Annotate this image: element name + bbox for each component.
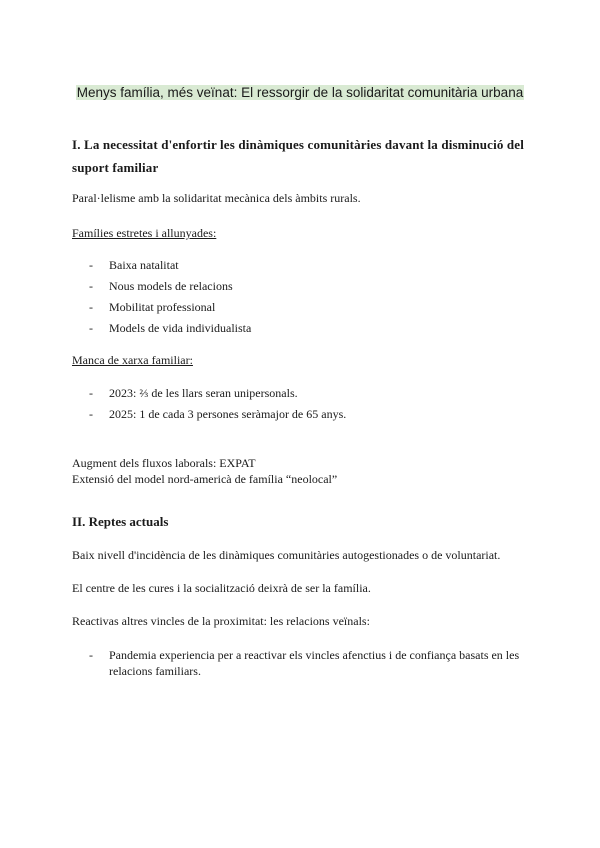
section2-paragraph-2: El centre de les cures i la socialització deixrà de ser la família. <box>72 581 371 595</box>
list-item: - Mobilitat professional <box>72 299 532 320</box>
list-item: - Nous models de relacions <box>72 278 532 299</box>
expat-line: Augment dels fluxos laborals: EXPAT <box>72 456 256 470</box>
neolocal-line: Extensió del model nord-americà de família “neolocal” <box>72 472 338 486</box>
section1-heading: I. La necessitat d'enfortir les dinàmiques comunitàries davant la disminució del suport familiar <box>72 137 524 175</box>
document-title <box>72 84 528 102</box>
list-item: - Pandemia experiencia per a reactivar els vincles afenctius i de confiança basats en les relacions familiars. <box>72 647 532 679</box>
list-item: - 2023: ⅔ de les llars seran unipersonals. <box>72 385 532 406</box>
list-item: - 2025: 1 de cada 3 persones seràmajor de 65 anys. <box>72 406 532 427</box>
title-text: Menys família, més veïnat: El ressorgir de la solidaritat comunitària urbana <box>76 85 524 100</box>
families-heading: Famílies estretes i allunyades: <box>72 226 217 240</box>
section1-intro: Paral·lelisme amb la solidaritat mecànica dels àmbits rurals. <box>72 191 361 205</box>
section2-heading: II. Reptes actuals <box>72 514 169 529</box>
section2-paragraph-3: Reactivas altres vincles de la proximitat: les relacions veïnals: <box>72 614 370 628</box>
network-heading: Manca de xarxa familiar: <box>72 353 193 367</box>
list-item: - Models de vida individualista <box>72 320 532 341</box>
network-list <box>72 385 532 427</box>
section2-list <box>72 647 532 679</box>
families-list <box>72 257 532 341</box>
section2-paragraph-1: Baix nivell d'incidència de les dinàmiques comunitàries autogestionades o de voluntariat. <box>72 548 501 562</box>
list-item: - Baixa natalitat <box>72 257 532 278</box>
